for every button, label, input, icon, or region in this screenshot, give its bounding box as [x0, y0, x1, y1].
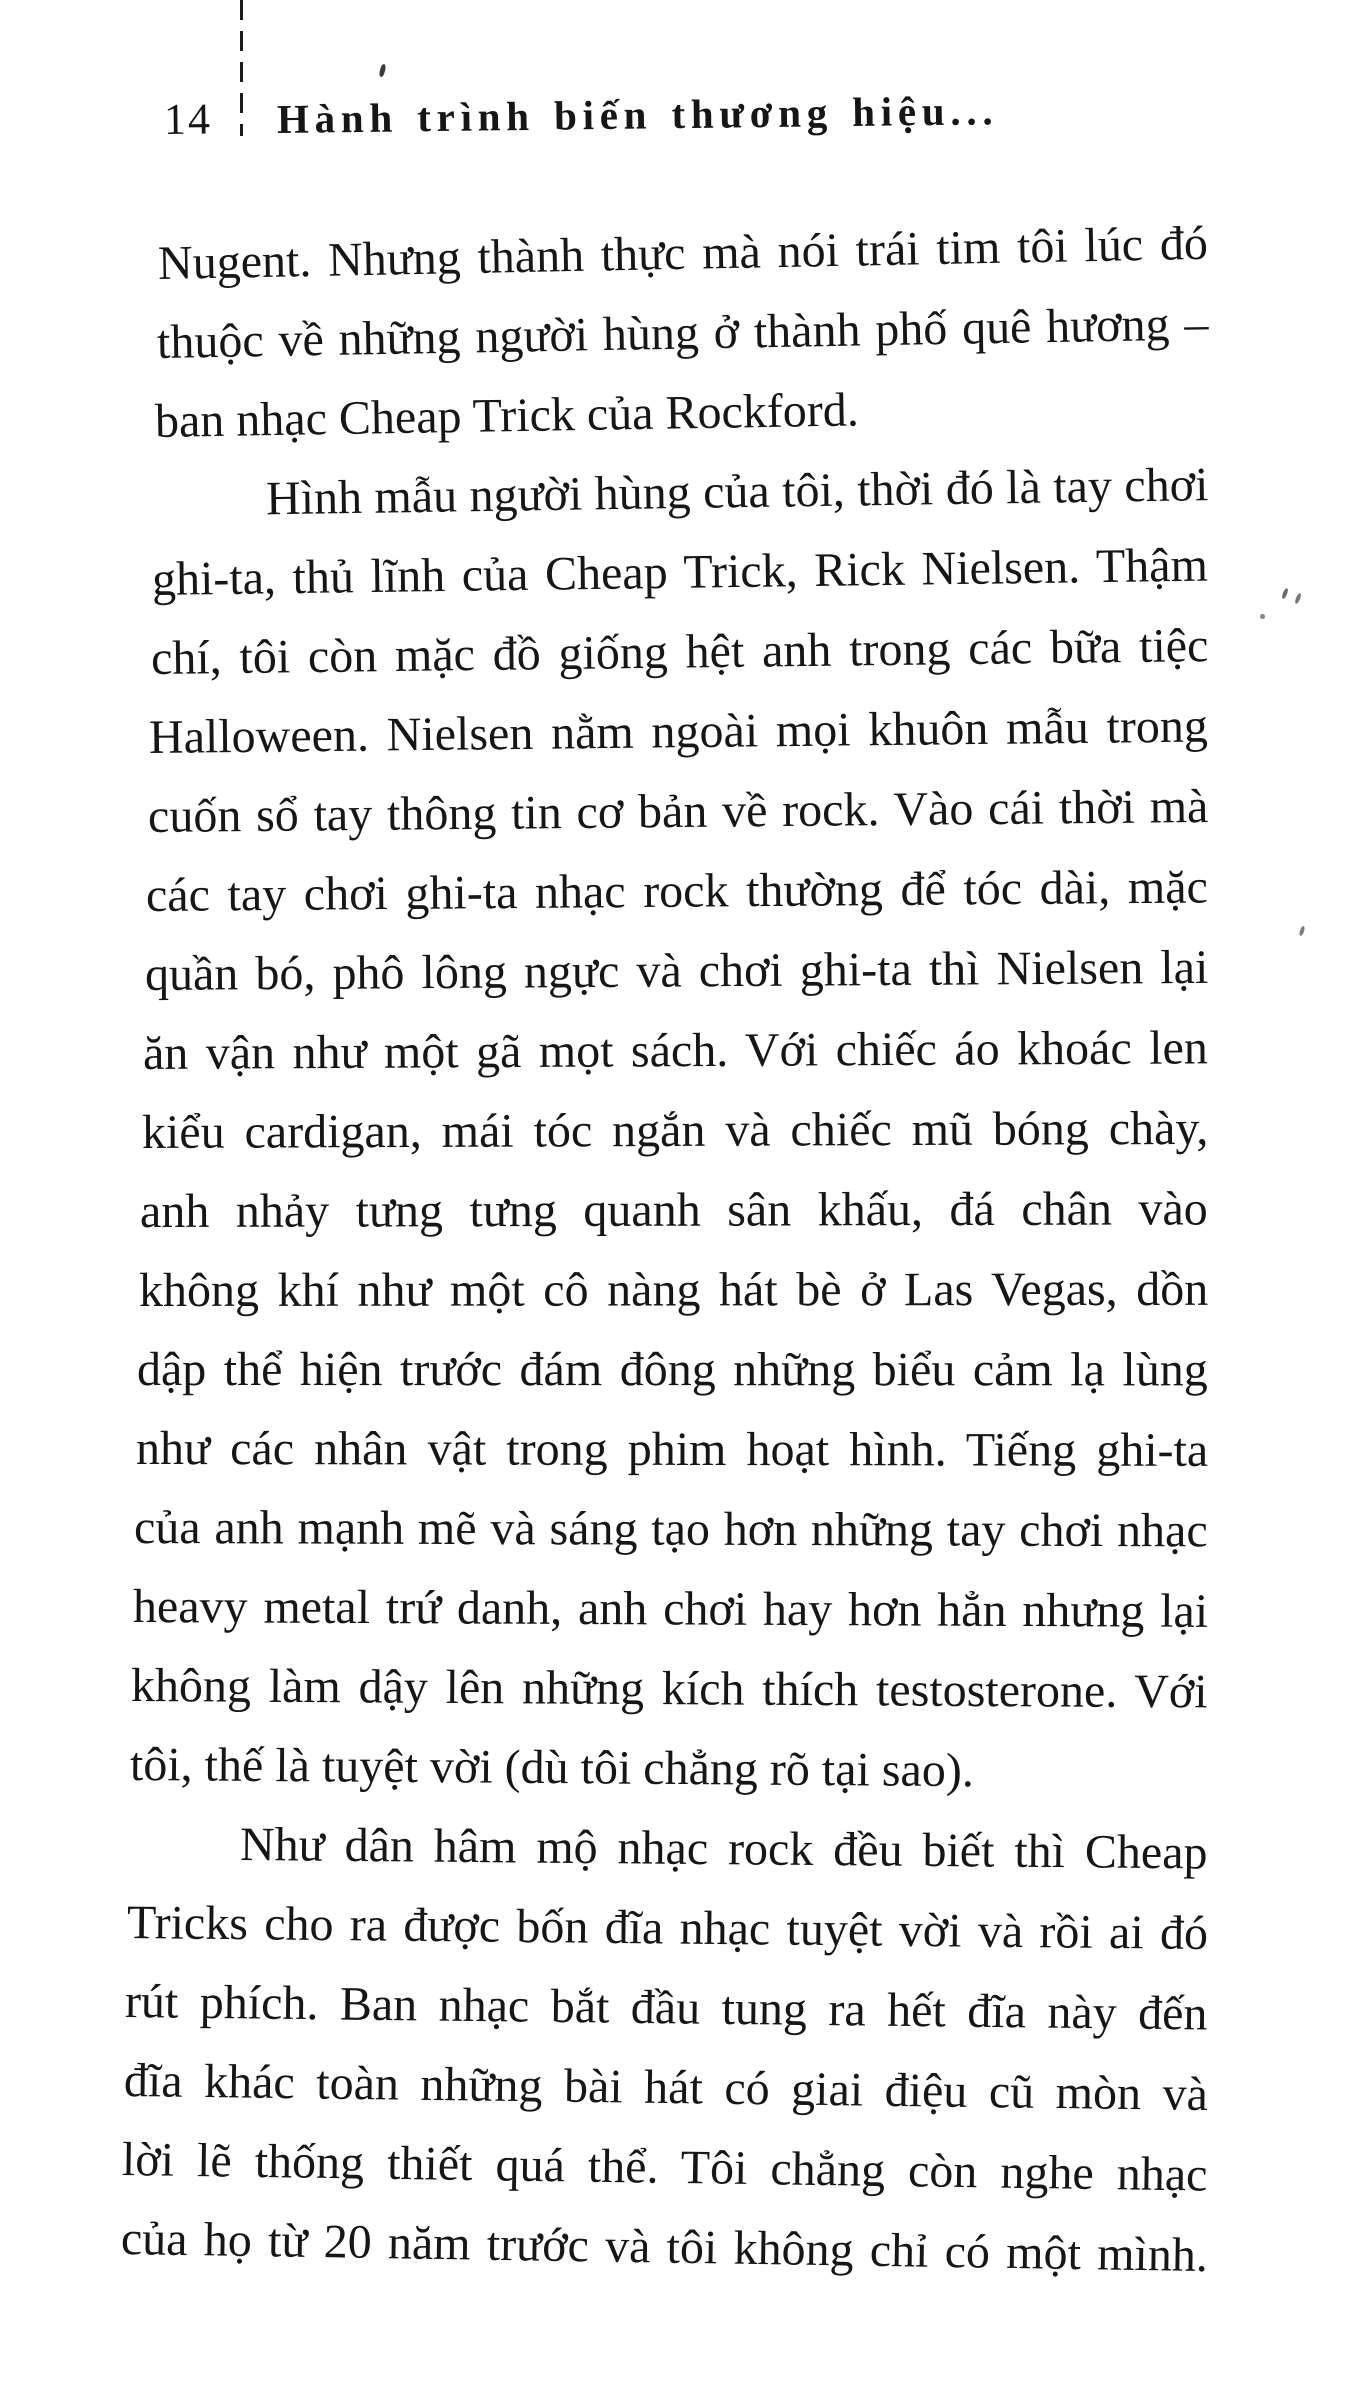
text-line: ban nhạc Cheap Trick của Rockford. [154, 383, 860, 448]
text-line: Như dân hâm mộ nhạc rock đều biết thì Cheap [240, 1817, 1209, 1880]
header-dashed-divider [240, 0, 243, 136]
text-line: lời lẽ thống thiết quá thể. Tôi chẳng còn nghe nhạc [122, 2133, 1209, 2202]
running-title: Hành trình biến thương hiệu... [276, 87, 999, 142]
text-line: ghi-ta, thủ lĩnh của Cheap Trick, Rick Nielsen. Thậm [151, 538, 1209, 606]
page-number: 14 [163, 94, 213, 144]
text-line: các tay chơi ghi-ta nhạc rock thường để tóc dài, mặc [145, 860, 1209, 922]
text-line: không khí như một cô nàng hát bè ở Las Vegas, dồn [138, 1262, 1209, 1317]
scan-speck [1260, 614, 1265, 619]
text-line: của anh mạnh mẽ và sáng tạo hơn những tay chơi nhạc [134, 1501, 1209, 1558]
text-line: như các nhân vật trong phim hoạt hình. Tiếng ghi-ta [135, 1422, 1209, 1477]
text-line: Tricks cho ra được bốn đĩa nhạc tuyệt vời và rồi ai đó [126, 1896, 1209, 1960]
text-line: ăn vận như một gã mọt sách. Với chiếc áo khoác len [143, 1021, 1209, 1080]
text-line: Hình mẫu người hùng của tôi, thời đó là tay chơi [265, 458, 1209, 526]
body-text [120, 216, 1209, 2283]
text-line: rút phích. Ban nhạc bắt đầu tung ra hết đĩa này đến [125, 1975, 1209, 2041]
text-line: không làm dậy lên những kích thích testosterone. Với [131, 1659, 1209, 1719]
text-line: của họ từ 20 năm trước và tôi không chỉ có một mình. [120, 2212, 1209, 2283]
text-line: dập thể hiện trước đám đông những biểu cảm lạ lùng [137, 1343, 1209, 1397]
text-line: cuốn sổ tay thông tin cơ bản về rock. Vào cái thời mà [147, 780, 1209, 843]
text-line: heavy metal trứ danh, anh chơi hay hơn hẳn nhưng lại [132, 1580, 1209, 1638]
scan-speck [1281, 588, 1289, 600]
text-line: thuộc về những người hùng ở thành phố quê hương – [156, 297, 1209, 369]
scan-speck [1294, 593, 1302, 605]
text-line: anh nhảy tưng tưng quanh sân khấu, đá chân vào [140, 1182, 1209, 1238]
text-line: Halloween. Nielsen nằm ngoài mọi khuôn mẫu trong [148, 699, 1209, 764]
scan-speck [1299, 926, 1306, 937]
text-line: Nugent. Nhưng thành thực mà nói trái tim tôi lúc đó [157, 216, 1209, 290]
scan-speck [379, 64, 387, 78]
text-line: đĩa khác toàn những bài hát có giai điệu cũ mòn và [123, 2054, 1209, 2121]
text-line: quần bó, phô lông ngực và chơi ghi-ta thì Nielsen lại [144, 940, 1209, 1001]
text-line: tôi, thế là tuyệt vời (dù tôi chẳng rõ tại sao). [129, 1738, 974, 1798]
text-line: kiểu cardigan, mái tóc ngắn và chiếc mũ bóng chày, [141, 1101, 1209, 1159]
text-line: chí, tôi còn mặc đồ giống hệt anh trong các bữa tiệc [150, 619, 1209, 685]
